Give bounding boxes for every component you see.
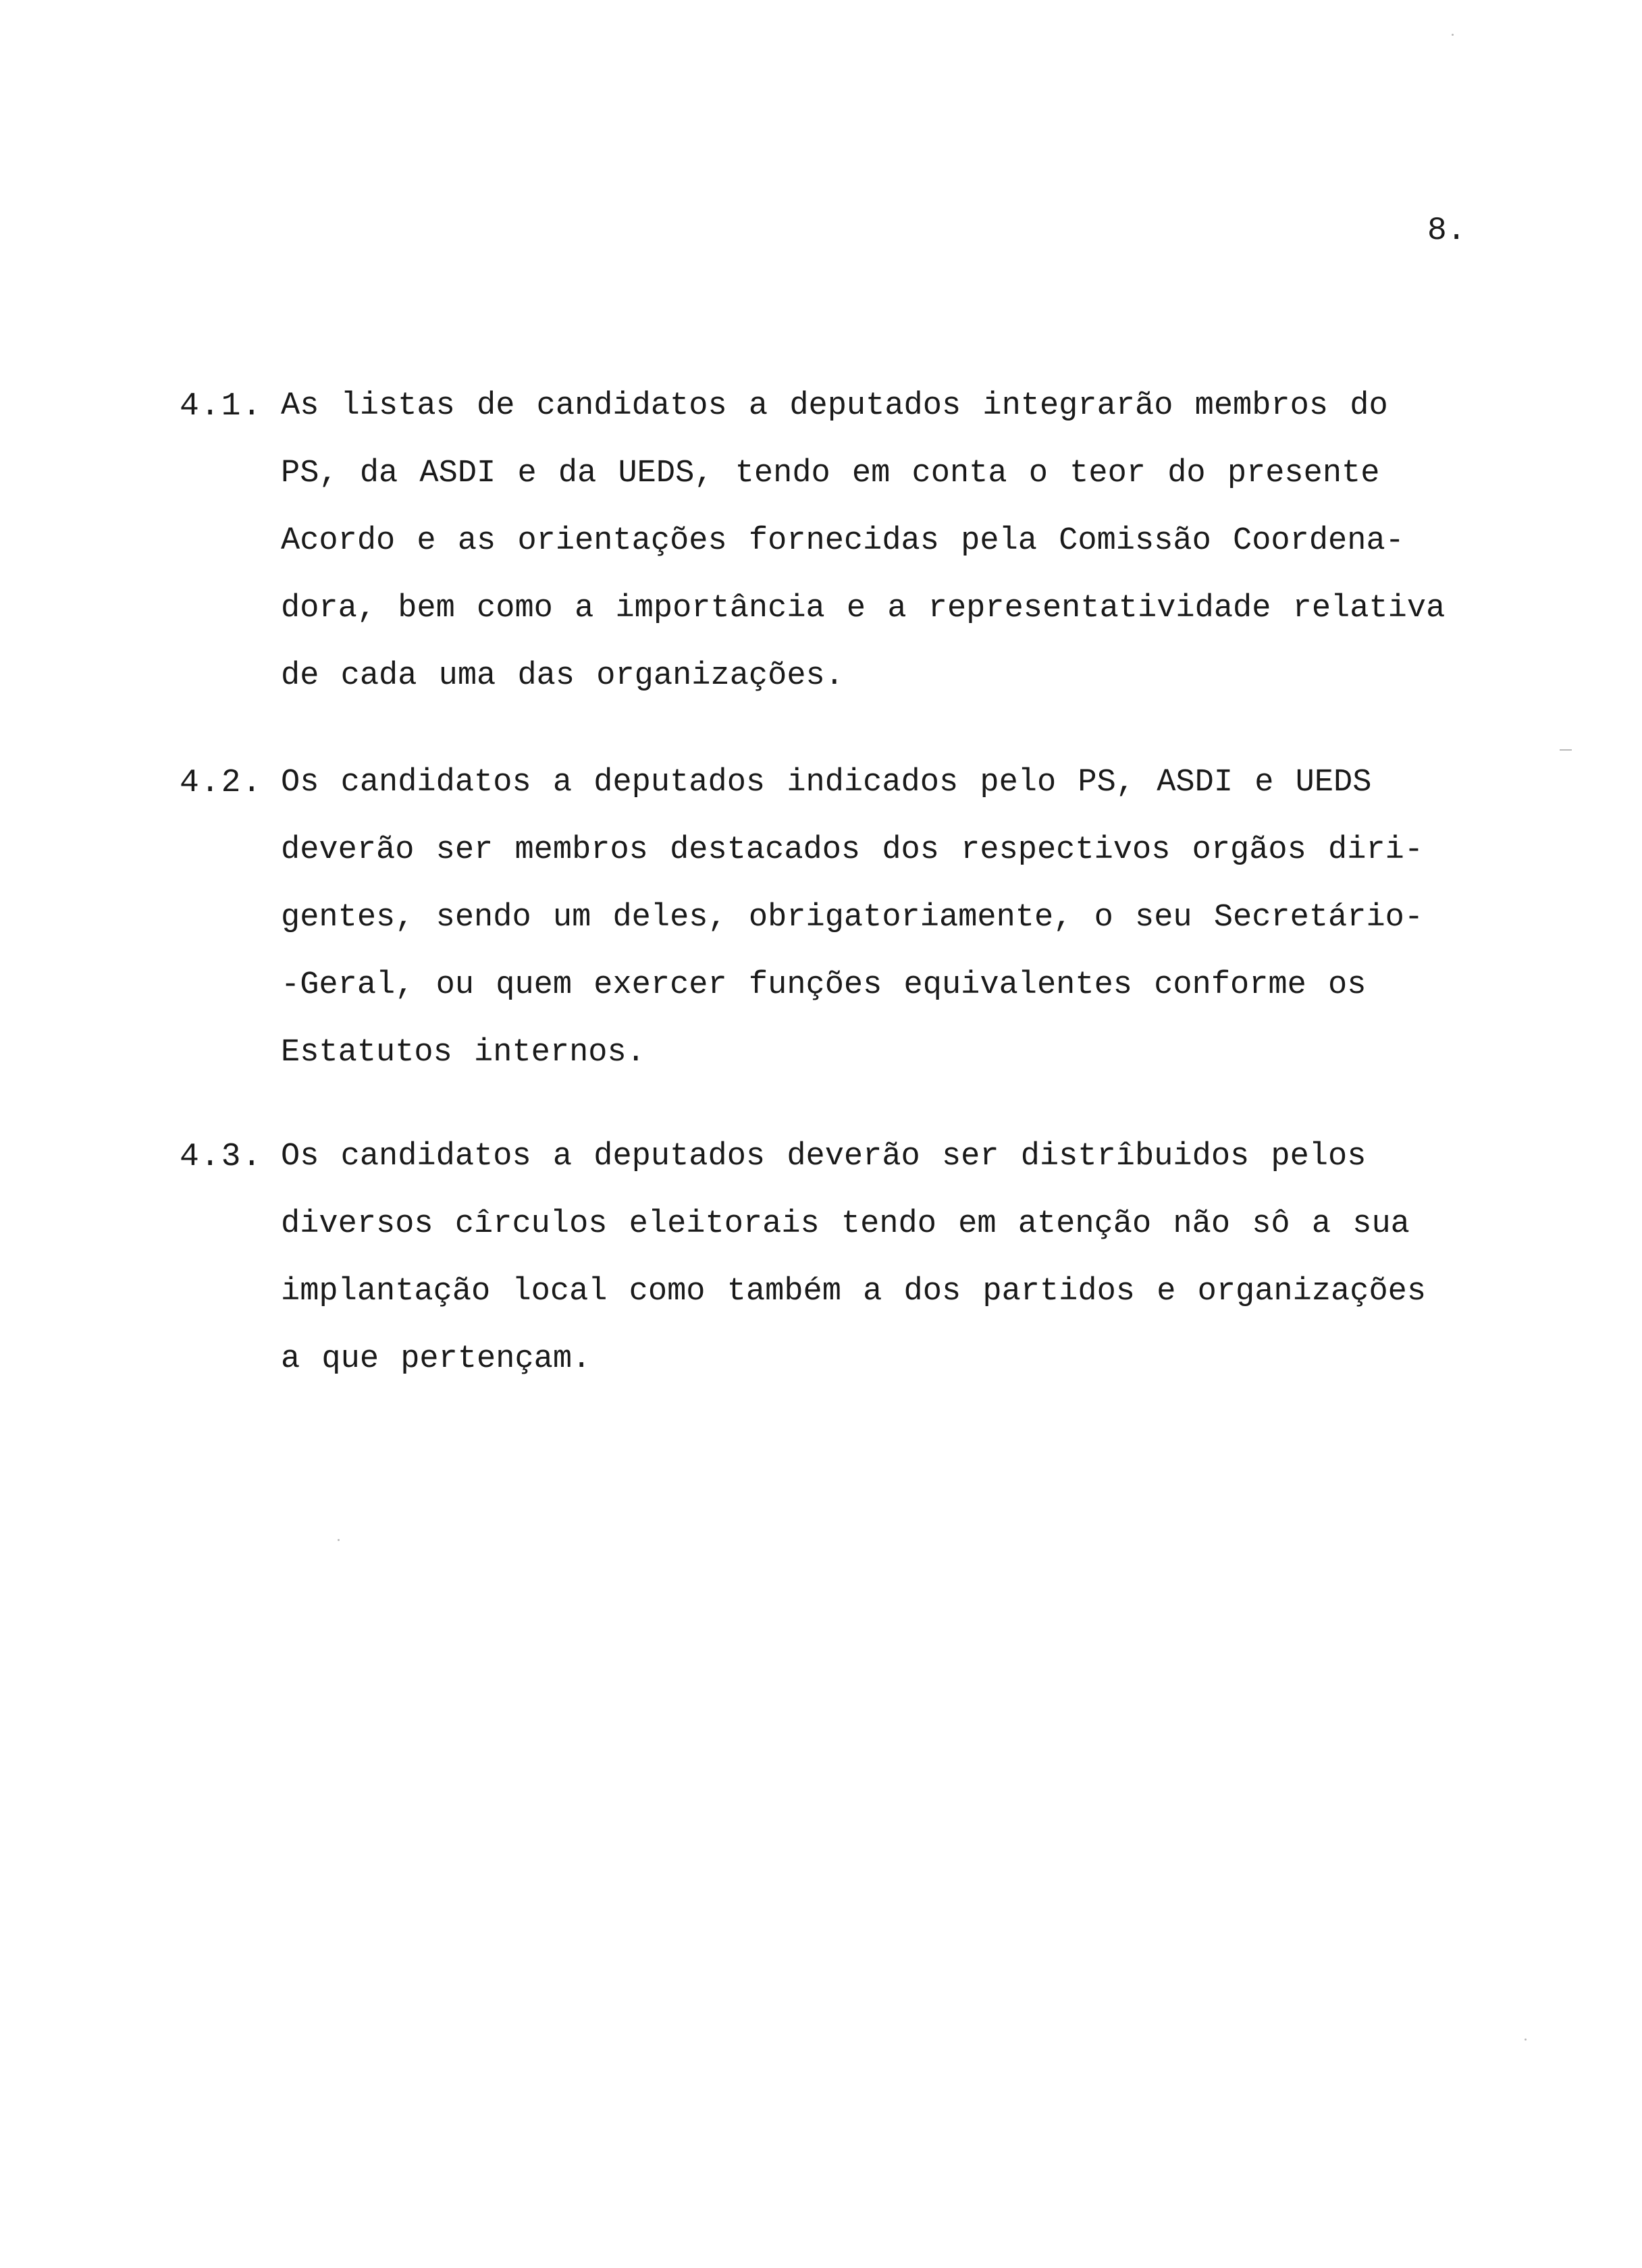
section-paragraph bbox=[281, 373, 1503, 710]
page-number: 8. bbox=[1427, 213, 1466, 249]
text-line: Os candidatos a deputados deverão ser distrîbuidos pelos bbox=[281, 1139, 1367, 1174]
section-number: 4.3. bbox=[180, 1139, 263, 1175]
section-number: 4.1. bbox=[180, 388, 263, 425]
text-line: dora, bem como a importância e a representatividade relativa bbox=[281, 591, 1446, 626]
section-paragraph bbox=[281, 1123, 1503, 1393]
text-line: diversos cîrculos eleitorais tendo em atenção não sô a sua bbox=[281, 1206, 1410, 1242]
text-line: Acordo e as orientações fornecidas pela Comissão Coordena- bbox=[281, 523, 1404, 559]
section-paragraph bbox=[281, 749, 1503, 1087]
text-line: Os candidatos a deputados indicados pelo PS, ASDI e UEDS bbox=[281, 765, 1372, 801]
section-number: 4.2. bbox=[180, 765, 263, 801]
text-line: -Geral, ou quem exercer funções equivalentes conforme os bbox=[281, 967, 1367, 1003]
text-line: PS, da ASDI e da UEDS, tendo em conta o teor do presente bbox=[281, 456, 1380, 491]
text-line: Estatutos internos. bbox=[281, 1035, 645, 1071]
scan-speck bbox=[1525, 2039, 1527, 2041]
text-line: gentes, sendo um deles, obrigatoriamente, o seu Secretário- bbox=[281, 900, 1424, 936]
scan-speck bbox=[338, 1539, 340, 1541]
text-line: de cada uma das organizações. bbox=[281, 658, 844, 694]
text-line: deverão ser membros destacados dos respectivos orgãos diri- bbox=[281, 832, 1424, 868]
text-line: implantação local como também a dos partidos e organizações bbox=[281, 1274, 1427, 1310]
scan-speck bbox=[1452, 34, 1454, 36]
text-line: As listas de candidatos a deputados integrarão membros do bbox=[281, 388, 1388, 424]
scan-speck bbox=[1560, 749, 1572, 751]
text-line: a que pertençam. bbox=[281, 1341, 591, 1377]
